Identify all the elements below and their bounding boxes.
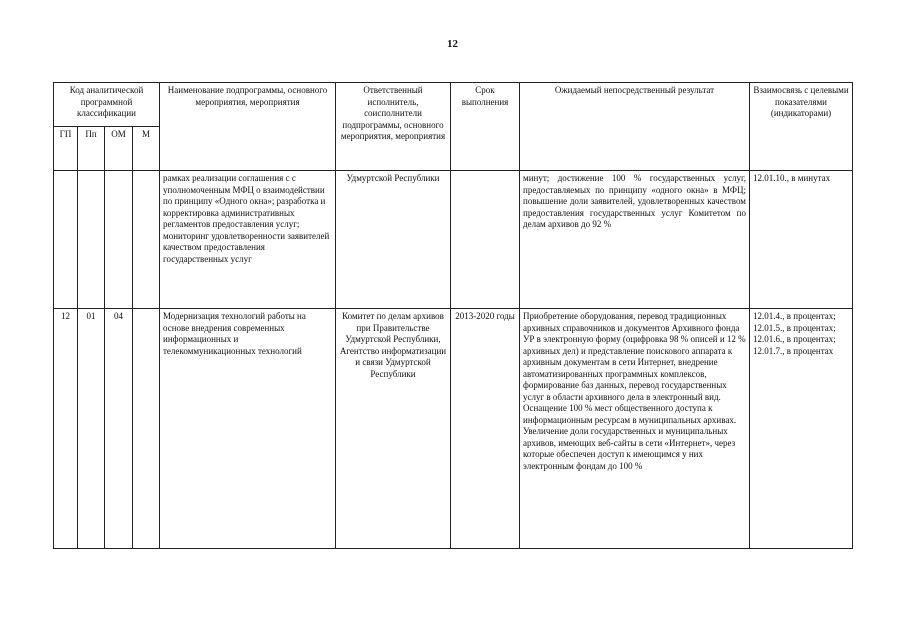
row-pp: 01 — [78, 309, 105, 549]
header-pp: Пп — [78, 127, 105, 171]
page-number: 12 — [447, 38, 458, 50]
header-term: Срок выполнения — [451, 83, 520, 171]
relation-item: 12.01.7., в процентах — [753, 345, 834, 356]
header-m: М — [133, 127, 160, 171]
header-relation: Взаимосвязь с целевыми показателями (индикаторами) — [750, 83, 853, 171]
row-gp — [54, 171, 78, 309]
table-row — [54, 309, 853, 549]
header-code-group: Код аналитической программной классификации — [54, 83, 160, 127]
relation-item: 12.01.4., в процентах; — [753, 311, 836, 321]
program-table — [53, 82, 853, 549]
row-relation — [750, 309, 853, 549]
row-name: рамках реализации соглашения с с уполномоченным МФЦ о взаимодействии по принципу «Одного окна»; разработка и корректировка административных регламентов предоставления услуг; мониторинг удовлетворенности заявителей качеством предоставления государственных услуг — [160, 171, 336, 309]
row-m — [133, 309, 160, 549]
header-om: ОМ — [105, 127, 133, 171]
row-term: 2013-2020 годы — [451, 309, 520, 549]
row-pp — [78, 171, 105, 309]
row-responsible: Комитет по делам архивов при Правительстве Удмуртской Республики, Агентство информатизации и связи Удмуртской Республики — [336, 309, 451, 549]
relation-item: 12.01.5., в процентах; — [753, 322, 836, 333]
row-responsible: Удмуртской Республики — [336, 171, 451, 309]
row-gp: 12 — [54, 309, 78, 549]
row-name: Модернизация технологий работы на основе внедрения современных информационных и телекоммуникационных технологий — [160, 309, 336, 549]
header-gp: ГП — [54, 127, 78, 171]
row-relation — [750, 171, 853, 309]
table-row — [54, 171, 853, 309]
row-om: 04 — [105, 309, 133, 549]
relation-item: 12.01.6., в процентах; — [753, 334, 836, 345]
relation-item: 12.01.10., в минутах — [753, 173, 831, 183]
row-om — [105, 171, 133, 309]
row-result: Приобретение оборудования, перевод традиционных архивных справочников и документов Архивного фонда УР в электронную форму (оцифровка 98 % описей и 12 % архивных дел) и представление поискового аппарата к архивным документам в сети Интернет, внедрение автоматизированных программных комплексов, формирование баз данных, перевод государственных услуг в области архивного дела в электронный вид. Оснащение 100 % мест общественного доступа к информационным ресурсам в муниципальных архивах. Увеличение доли государственных и муниципальных архивов, имеющих веб-сайты в сети «Интернет», через которые обеспечен доступ к имеющимся у них электронным фондам до 100 % — [520, 309, 750, 549]
row-m — [133, 171, 160, 309]
header-name: Наименование подпрограммы, основного мероприятия, мероприятия — [160, 83, 336, 171]
row-term — [451, 171, 520, 309]
row-result: минут; достижение 100 % государственных услуг, предоставляемых по принципу «одного окна» в МФЦ; повышение доли заявителей, удовлетворенных качеством предоставления государственных услуг Комитетом по делам архивов до 92 % — [520, 171, 750, 309]
header-result: Ожидаемый непосредственный результат — [520, 83, 750, 171]
header-responsible: Ответственный исполнитель, соисполнители подпрограммы, основного мероприятия, мероприятия — [336, 83, 451, 171]
